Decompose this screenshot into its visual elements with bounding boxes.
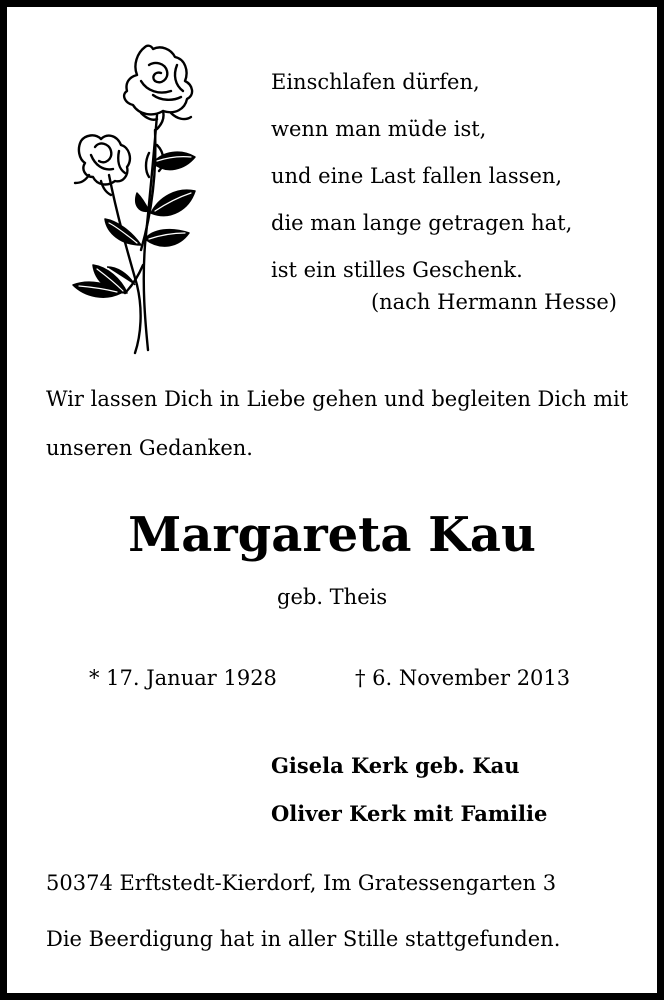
death-date: † 6. November 2013	[355, 666, 571, 690]
birth-date: * 17. Januar 1928	[89, 666, 277, 690]
poem-line: wenn man müde ist,	[271, 117, 487, 141]
birth-name: geb. Theis	[277, 585, 388, 609]
rose-icon	[45, 35, 205, 357]
funeral-note: Die Beerdigung hat in aller Stille stattgefunden.	[46, 927, 561, 951]
poem-source: (nach Hermann Hesse)	[370, 290, 617, 314]
poem	[271, 59, 631, 294]
deceased-name: Margareta Kau	[128, 507, 536, 563]
mourner-name: Oliver Kerk mit Familie	[271, 801, 548, 826]
address: 50374 Erftstedt-Kierdorf, Im Gratessengarten 3	[46, 871, 557, 895]
poem-line: Einschlafen dürfen,	[271, 70, 480, 94]
poem-line: ist ein stilles Geschenk.	[271, 258, 523, 282]
poem-line: und eine Last fallen lassen,	[271, 164, 563, 188]
intro-text: Wir lassen Dich in Liebe gehen und begleiten Dich mit unseren Gedanken.	[46, 387, 629, 460]
mourners-list	[271, 742, 547, 838]
mourner-name: Gisela Kerk geb. Kau	[271, 753, 520, 778]
poem-line: die man lange getragen hat,	[271, 211, 573, 235]
